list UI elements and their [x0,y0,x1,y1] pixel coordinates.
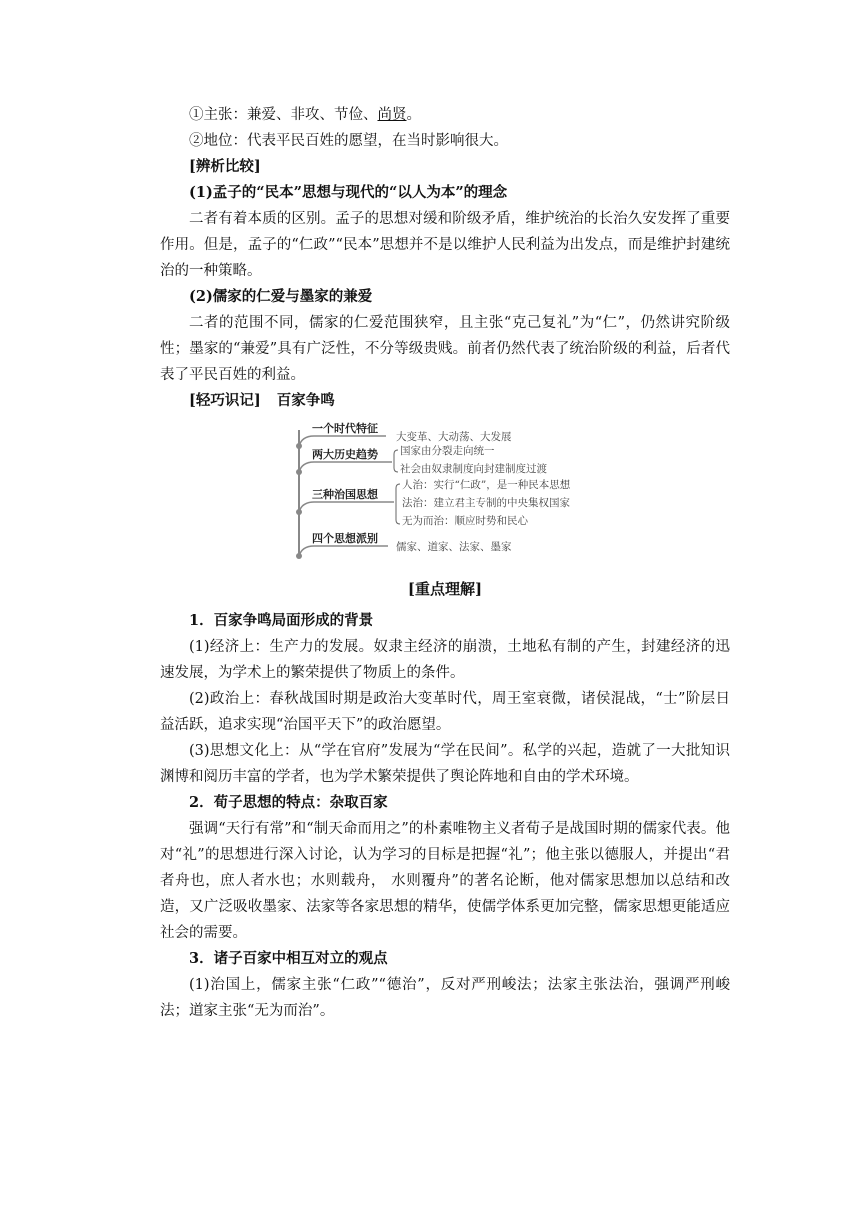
compare-q1-title: (1)孟子的“民本”思想与现代的“以人为本”的理念 [189,184,508,201]
memory-heading: [轻巧识记] 百家争鸣 [189,392,335,409]
branch-3-line [299,502,394,512]
focus-s3-body: (1)治国上，儒家主张“仁政”“德治”，反对严刑峻法；法家主张法治，强调严刑峻法；道家主张“无为而治”。 [160,977,730,1019]
branch-2-line [299,462,392,472]
focus-s1-culture: (3)思想文化上：从“学在官府”发展为“学在民间”。私学的兴起，造就了一大批知识渊博和阅历丰富的学者，也为学术繁荣提供了舆论阵地和自由的学术环境。 [160,743,730,785]
compare-q2-body: 二者的范围不同，儒家的仁爱范围狭窄，且主张“克己复礼”为“仁”，仍然讲究阶级性；墨家的“兼爱”具有广泛性，不分等级贵贱。前者仍然代表了统治阶级的利益，后者代表了平民百姓的利益。 [160,315,730,383]
underlined-term: 尚贤 [377,107,407,123]
branch-4-label: 四个思想派别 [312,532,378,545]
compare-q2-title: (2)儒家的仁爱与墨家的兼爱 [189,288,373,305]
compare-q1-body: 二者有着本质的区别。孟子的思想对缓和阶级矛盾，维护统治的长治久安发挥了重要作用。但是，孟子的“仁政”“民本”思想并不是以维护人民利益为出发点，而是维护封建统治的一种策略。 [160,211,730,279]
branch-4-text: 儒家、道家、法家、墨家 [396,541,512,553]
branch-2-brace [394,450,398,472]
branch-3-text-1: 人治：实行“仁政”，是一种民本思想 [402,479,571,491]
branch-3-text-3: 无为而治：顺应时势和民心 [402,515,528,527]
branch-2-text-2: 社会由奴隶制度向封建制度过渡 [400,463,547,475]
focus-s1-economy: (1)经济上：生产力的发展。奴隶主经济的崩溃，土地私有制的产生，封建经济的迅速发展，为学术上的繁荣提供了物质上的条件。 [160,639,730,681]
branch-4-line [299,546,388,556]
focus-heading: [重点理解] [407,580,483,598]
focus-s3-title: 3．诸子百家中相互对立的观点 [189,950,388,967]
mozi-proposition: ①主张：兼爱、非攻、节俭、尚贤。 [189,107,421,123]
branch-3-brace [396,484,400,524]
memory-diagram [160,416,730,566]
branch-1-line [299,436,386,446]
document-page [160,102,730,1024]
focus-s1-title: 1．百家争鸣局面形成的背景 [189,612,374,629]
focus-s2-body: 强调“天行有常”和“制天命而用之”的朴素唯物主义者荀子是战国时期的儒家代表。他对“礼”的思想进行深入讨论，认为学习的目标是把握“礼”；他主张以德服人，并提出“君者舟也，庶人者水也；水则载舟， 水则覆舟”的著名论断，他对儒家思想加以总结和改造，又广泛吸收墨家、法家等各家思想的精华，使儒学体系更加完整，儒家思想更能适应社会的需要。 [160,821,730,941]
mozi-status: ②地位：代表平民百姓的愿望，在当时影响很大。 [189,133,508,149]
branch-3-text-2: 法治：建立君主专制的中央集权国家 [402,497,570,509]
branch-2-label: 两大历史趋势 [312,448,378,461]
mind-map-svg [290,416,610,564]
compare-heading: [辨析比较] [189,158,261,175]
branch-2-text-1: 国家由分裂走向统一 [400,445,495,457]
branch-1-text: 大变革、大动荡、大发展 [396,431,512,443]
focus-s2-title: 2．荀子思想的特点：杂取百家 [189,794,388,811]
focus-s1-politics: (2)政治上：春秋战国时期是政治大变革时代，周王室衰微，诸侯混战，“士”阶层日益活跃，追求实现“治国平天下”的政治愿望。 [160,691,730,733]
branch-1-label: 一个时代特征 [312,422,378,435]
branch-3-label: 三种治国思想 [312,488,378,501]
